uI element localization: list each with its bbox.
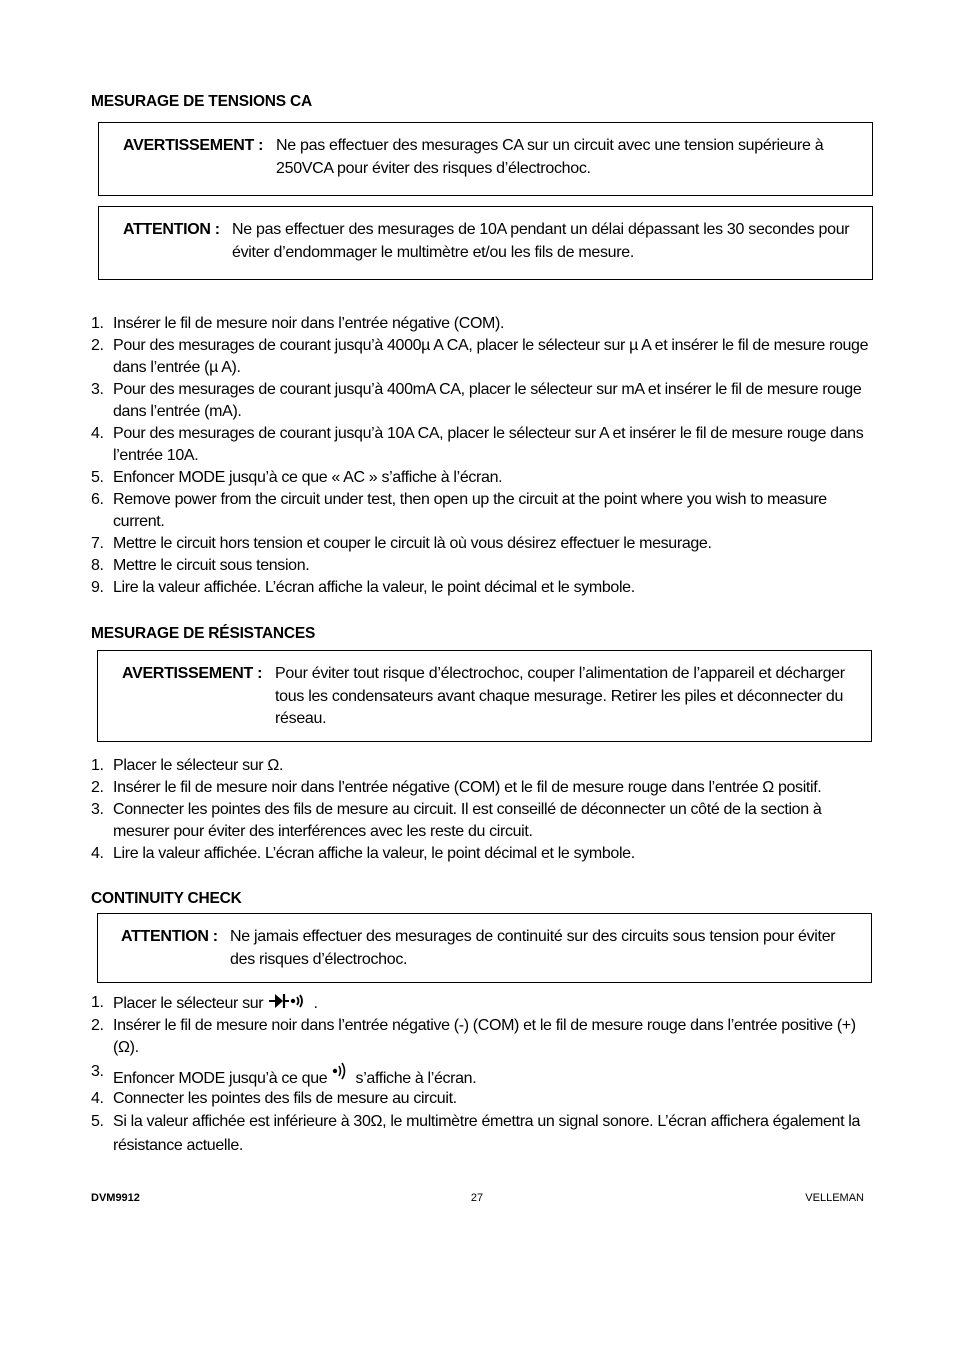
attention-box-ac [98,206,873,280]
list-item: 4. Lire la valeur affichée. L’écran affiche la valeur, le point décimal et le symbole. [91,845,635,862]
list-item: 4. Pour des mesurages de courant jusqu’à 10A CA, placer le sélecteur sur A et insérer le fil de mesure rouge dans l’entrée 10A. [91,425,864,464]
warning-text: Ne pas effectuer des mesurages CA sur un circuit avec une tension supérieure à 250VCA pour éviter des risques d’électrochoc. [276,137,824,177]
steps-list-continuity [91,992,876,1158]
attention-box-continuity [97,913,872,983]
attention-label: ATTENTION : [123,221,220,238]
warning-box-ac [98,122,873,196]
list-item: 6. Remove power from the circuit under test, then open up the circuit at the point where you wish to measure current. [91,491,827,530]
steps-list-resistance [91,755,871,865]
footer-page-number: 27 [470,1192,484,1204]
warning-label: AVERTISSEMENT : [123,137,264,154]
list-item: 5. Si la valeur affichée est inférieure à 30Ω, le multimètre émettra un signal sonore. L’écran affichera également la résistance actuelle. [91,1113,861,1154]
list-item: 3. Connecter les pointes des fils de mesure au circuit. Il est conseillé de déconnecter un côté de la section à mesurer pour éviter des interférences avec les reste du circuit. [91,801,822,840]
list-item: 3. Enfoncer MODE jusqu’à ce que s’affiche à l’écran. [91,1063,477,1087]
diode-buzzer-icon [267,992,309,1010]
list-item: 7. Mettre le circuit hors tension et couper le circuit là où vous désirez effectuer le mesurage. [91,535,712,552]
list-item: 9. Lire la valeur affichée. L’écran affiche la valeur, le point décimal et le symbole. [91,579,635,596]
list-item: 8. Mettre le circuit sous tension. [91,557,310,574]
attention-label: ATTENTION : [121,928,218,945]
steps-list-ac [91,313,871,599]
warning-text: Pour éviter tout risque d’électrochoc, couper l’alimentation de l’appareil et décharger tous les condensateurs avant chaque mesurage. Retirer les piles et déconnecter du réseau. [275,665,845,727]
section-heading-ac: MESURAGE DE TENSIONS CA [91,93,313,110]
list-item: 5. Enfoncer MODE jusqu’à ce que « AC » s’affiche à l’écran. [91,469,503,486]
footer-model: DVM9912 [91,1192,140,1204]
list-item: 1. Placer le sélecteur sur . [91,994,318,1012]
warning-label: AVERTISSEMENT : [122,665,263,682]
list-item: 1. Insérer le fil de mesure noir dans l’entrée négative (COM). [91,315,505,332]
warning-box-resistance [97,650,872,742]
footer-brand: VELLEMAN [805,1192,864,1204]
list-item: 1. Placer le sélecteur sur Ω. [91,757,284,774]
list-item: 4. Connecter les pointes des fils de mesure au circuit. [91,1090,457,1107]
list-item: 3. Pour des mesurages de courant jusqu’à 400mA CA, placer le sélecteur sur mA et insérer le fil de mesure rouge dans l’entrée (mA). [91,381,862,420]
section-heading-resistance: MESURAGE DE RÉSISTANCES [91,625,316,642]
attention-text: Ne jamais effectuer des mesurages de continuité sur des circuits sous tension pour éviter des risques d’électrochoc. [230,928,836,968]
section-heading-continuity: CONTINUITY CHECK [91,890,242,907]
list-item: 2. Insérer le fil de mesure noir dans l’entrée négative (COM) et le fil de mesure rouge dans l’entrée Ω positif. [91,779,822,796]
attention-text: Ne pas effectuer des mesurages de 10A pendant un délai dépassant les 30 secondes pour éviter d’endommager le multimètre et/ou les fils de mesure. [232,221,850,261]
list-item: 2. Pour des mesurages de courant jusqu’à 4000µ A CA, placer le sélecteur sur µ A et insérer le fil de mesure rouge dans l’entrée (µ A). [91,337,869,376]
list-item: 2. Insérer le fil de mesure noir dans l’entrée négative (-) (COM) et le fil de mesure rouge dans l’entrée positive (+) (Ω). [91,1017,856,1056]
buzzer-icon [331,1061,351,1081]
